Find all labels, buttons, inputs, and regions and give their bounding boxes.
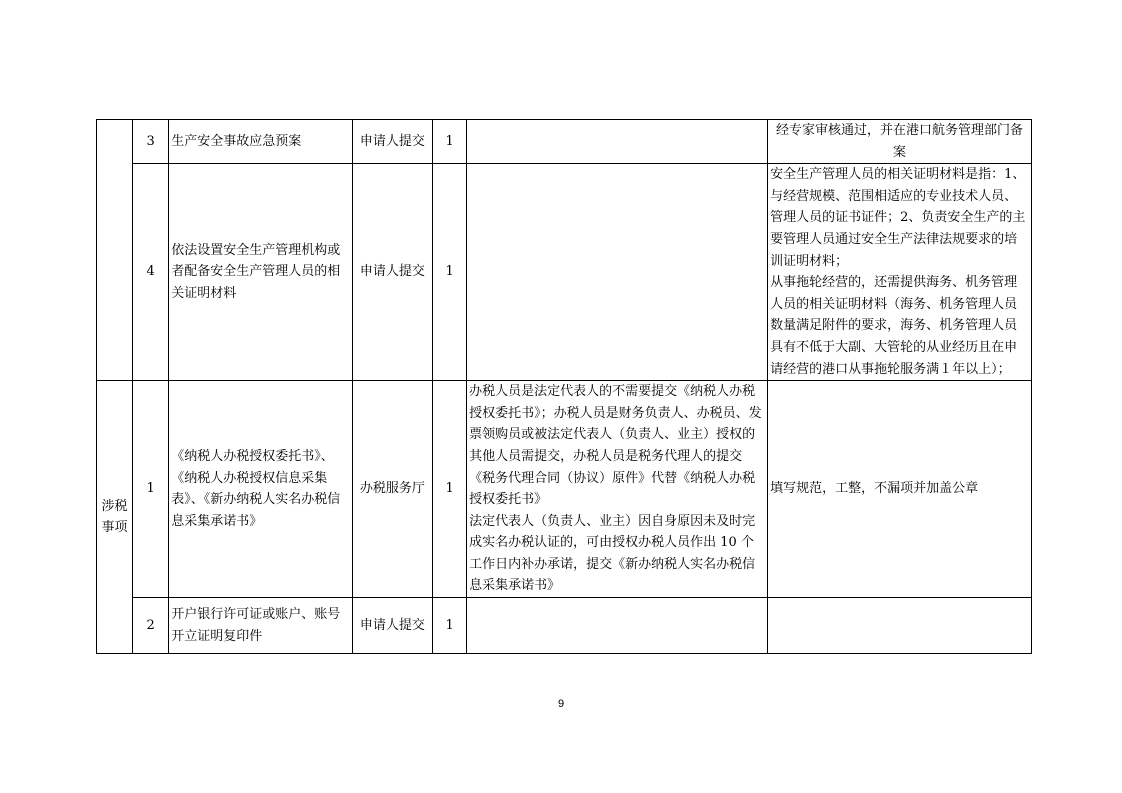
material-requirement: 填写规范，工整，不漏项并加盖公章 <box>768 381 1032 598</box>
table-row <box>97 381 1032 598</box>
material-source: 申请人提交 <box>352 598 432 654</box>
material-explanation <box>467 598 768 654</box>
material-explanation <box>467 120 768 164</box>
row-number: 4 <box>133 164 169 381</box>
table-row <box>97 598 1032 654</box>
material-count: 1 <box>433 120 467 164</box>
material-source: 办税服务厅 <box>352 381 432 598</box>
row-number: 3 <box>133 120 169 164</box>
material-source: 申请人提交 <box>352 120 432 164</box>
table-row <box>97 164 1032 381</box>
row-number: 2 <box>133 598 169 654</box>
material-count: 1 <box>433 164 467 381</box>
material-count: 1 <box>433 598 467 654</box>
material-requirement: 经专家审核通过，并在港口航务管理部门备案 <box>768 120 1032 164</box>
material-name: 《纳税人办税授权委托书》、《纳税人办税授权信息采集表》、《新办纳税人实名办税信息采集承诺书》 <box>169 381 353 598</box>
page-number: 9 <box>557 698 565 710</box>
row-number: 1 <box>133 381 169 598</box>
category-cell-empty <box>97 120 133 381</box>
material-explanation <box>467 164 768 381</box>
materials-table <box>96 119 1032 654</box>
material-explanation: 办税人员是法定代表人的不需要提交《纳税人办税授权委托书》；办税人员是财务负责人、办税员、发票领购员或被法定代表人（负责人、业主）授权的其他人员需提交，办税人员是税务代理人的提交《税务代理合同（协议）原件》代替《纳税人办税授权委托书》 法定代表人（负责人、业主）因自身原因未及时完成实名办税认证的，可由授权办税人员作出 10 个工作日内补办承诺，提交《新办纳税人实名办税信息采集承诺书》 <box>467 381 768 598</box>
material-requirement <box>768 598 1032 654</box>
material-name: 生产安全事故应急预案 <box>169 120 353 164</box>
category-tax-matters: 涉税事项 <box>97 381 133 654</box>
material-source: 申请人提交 <box>352 164 432 381</box>
table-row <box>97 120 1032 164</box>
material-count: 1 <box>433 381 467 598</box>
material-name: 依法设置安全生产管理机构或者配备安全生产管理人员的相关证明材料 <box>169 164 353 381</box>
material-requirement: 安全生产管理人员的相关证明材料是指：1、与经营规模、范围相适应的专业技术人员、管理人员的证书证件；2、负责安全生产的主要管理人员通过安全生产法律法规要求的培训证明材料； 从事拖轮经营的，还需提供海务、机务管理人员的相关证明材料（海务、机务管理人员数量满足附件的要求，海务、机务管理人员具有不低于大副、大管轮的从业经历且在申请经营的港口从事拖轮服务满１年以上）； <box>768 164 1032 381</box>
material-name: 开户银行许可证或账户、账号开立证明复印件 <box>169 598 353 654</box>
